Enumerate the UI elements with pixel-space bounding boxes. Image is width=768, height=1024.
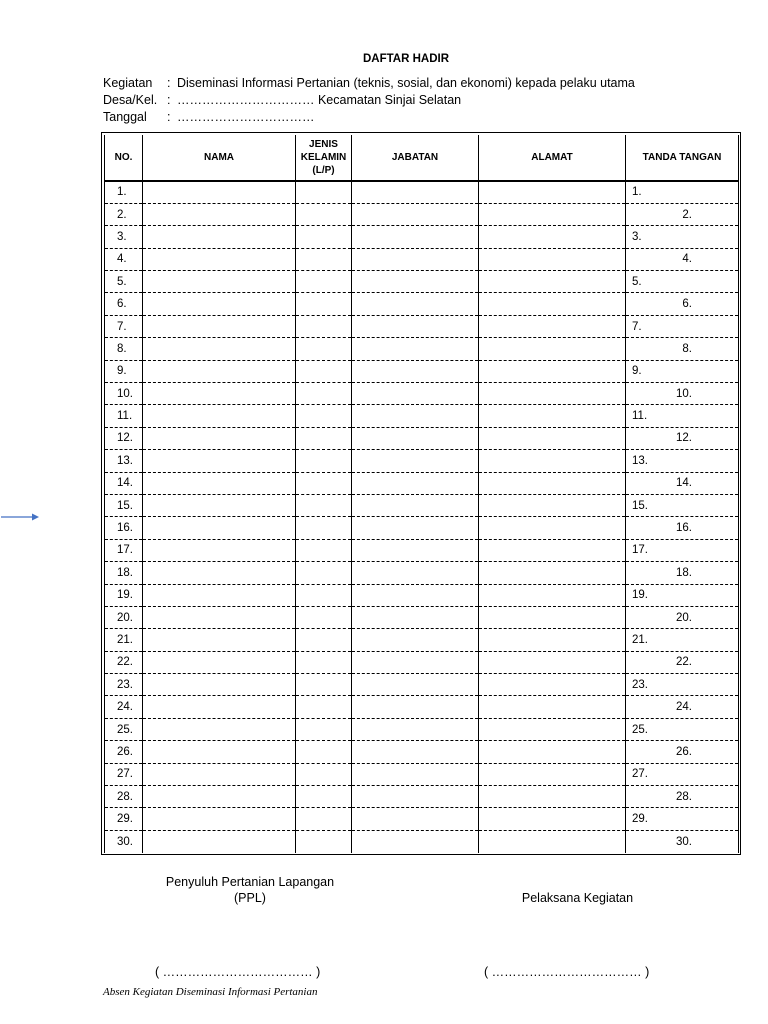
cell-nama (143, 763, 296, 785)
cell-alamat (479, 450, 626, 472)
cell-jenis-kelamin (296, 338, 352, 360)
table-row (105, 360, 739, 382)
cell-nama (143, 517, 296, 539)
desa-label: Desa/Kel. (103, 93, 158, 107)
cell-jenis-kelamin (296, 360, 352, 382)
cell-jabatan (352, 696, 479, 718)
cell-jabatan (352, 629, 479, 651)
cell-no: 2. (105, 203, 143, 225)
cell-nama (143, 830, 296, 852)
cell-jenis-kelamin (296, 741, 352, 763)
table-row (105, 293, 739, 315)
meta-kegiatan (103, 75, 635, 92)
cell-jenis-kelamin (296, 718, 352, 740)
cell-no: 9. (105, 360, 143, 382)
table-row (105, 226, 739, 248)
cell-alamat (479, 338, 626, 360)
header-no: NO. (105, 135, 143, 181)
cell-tanda-tangan: 13. (626, 450, 739, 472)
table-row (105, 271, 739, 293)
cell-jenis-kelamin (296, 293, 352, 315)
table-row (105, 584, 739, 606)
cell-alamat (479, 293, 626, 315)
cell-nama (143, 786, 296, 808)
cell-tanda-tangan: 26. (626, 741, 739, 763)
cell-no: 7. (105, 315, 143, 337)
header-jk-line1: JENIS (309, 139, 338, 150)
cell-jenis-kelamin (296, 786, 352, 808)
cell-no: 27. (105, 763, 143, 785)
pelaksana-signature-block (490, 890, 665, 906)
meta-desa (103, 92, 461, 109)
cell-alamat (479, 696, 626, 718)
cell-no: 24. (105, 696, 143, 718)
cell-nama (143, 248, 296, 270)
cell-jenis-kelamin (296, 405, 352, 427)
cell-nama (143, 472, 296, 494)
table-row (105, 629, 739, 651)
cell-nama (143, 203, 296, 225)
cell-jabatan (352, 786, 479, 808)
cell-jenis-kelamin (296, 584, 352, 606)
table-row (105, 383, 739, 405)
cell-jabatan (352, 830, 479, 852)
cell-alamat (479, 718, 626, 740)
table-header-row (105, 135, 739, 181)
cell-alamat (479, 517, 626, 539)
cell-alamat (479, 584, 626, 606)
cell-nama (143, 226, 296, 248)
table-row (105, 606, 739, 628)
cell-jenis-kelamin (296, 696, 352, 718)
cell-tanda-tangan: 23. (626, 674, 739, 696)
cell-nama (143, 584, 296, 606)
cell-jabatan (352, 763, 479, 785)
cell-tanda-tangan: 19. (626, 584, 739, 606)
cell-alamat (479, 651, 626, 673)
cell-jabatan (352, 427, 479, 449)
table-row (105, 696, 739, 718)
cell-jenis-kelamin (296, 181, 352, 203)
cell-jenis-kelamin (296, 539, 352, 561)
cell-no: 12. (105, 427, 143, 449)
cell-jabatan (352, 472, 479, 494)
cell-alamat (479, 472, 626, 494)
cell-no: 18. (105, 562, 143, 584)
cell-jenis-kelamin (296, 674, 352, 696)
kegiatan-colon: : (167, 76, 171, 90)
cell-jabatan (352, 181, 479, 203)
table-row (105, 472, 739, 494)
cell-tanda-tangan: 8. (626, 338, 739, 360)
table-row (105, 674, 739, 696)
tanggal-value: …………………………… (177, 110, 315, 124)
cell-nama (143, 494, 296, 516)
cell-alamat (479, 741, 626, 763)
cell-tanda-tangan: 10. (626, 383, 739, 405)
header-tanda-tangan: TANDA TANGAN (626, 135, 739, 181)
cell-jabatan (352, 383, 479, 405)
tanggal-colon: : (167, 110, 171, 124)
table-row (105, 494, 739, 516)
cell-no: 1. (105, 181, 143, 203)
footer-caption: Absen Kegiatan Diseminasi Informasi Pertanian (103, 986, 318, 998)
cell-nama (143, 383, 296, 405)
cell-jabatan (352, 718, 479, 740)
cell-jenis-kelamin (296, 808, 352, 830)
ppl-title: Penyuluh Pertanian Lapangan (165, 875, 335, 889)
arrow-right-icon (0, 510, 40, 524)
cell-jabatan (352, 248, 479, 270)
cell-no: 17. (105, 539, 143, 561)
kegiatan-value: Diseminasi Informasi Pertanian (teknis, sosial, dan ekonomi) kepada pelaku utama (177, 76, 635, 90)
cell-jabatan (352, 494, 479, 516)
kegiatan-label: Kegiatan (103, 76, 153, 90)
cell-no: 5. (105, 271, 143, 293)
cell-tanda-tangan: 28. (626, 786, 739, 808)
cell-no: 3. (105, 226, 143, 248)
cell-alamat (479, 786, 626, 808)
cell-alamat (479, 427, 626, 449)
cell-no: 23. (105, 674, 143, 696)
cell-tanda-tangan: 22. (626, 651, 739, 673)
table-row (105, 427, 739, 449)
desa-value: …………………………… Kecamatan Sinjai Selatan (177, 93, 462, 107)
cell-jabatan (352, 293, 479, 315)
cell-no: 14. (105, 472, 143, 494)
cell-jabatan (352, 539, 479, 561)
table-row (105, 315, 739, 337)
table-row (105, 830, 739, 852)
cell-tanda-tangan: 5. (626, 271, 739, 293)
cell-tanda-tangan: 18. (626, 562, 739, 584)
cell-no: 28. (105, 786, 143, 808)
cell-no: 10. (105, 383, 143, 405)
cell-no: 4. (105, 248, 143, 270)
cell-no: 21. (105, 629, 143, 651)
cell-tanda-tangan: 20. (626, 606, 739, 628)
cell-jabatan (352, 651, 479, 673)
table-row (105, 651, 739, 673)
cell-alamat (479, 539, 626, 561)
cell-no: 26. (105, 741, 143, 763)
cell-nama (143, 651, 296, 673)
cell-jenis-kelamin (296, 629, 352, 651)
cell-no: 6. (105, 293, 143, 315)
cell-jenis-kelamin (296, 226, 352, 248)
document-title: DAFTAR HADIR (363, 53, 450, 65)
cell-jabatan (352, 203, 479, 225)
cell-tanda-tangan: 12. (626, 427, 739, 449)
cell-jabatan (352, 405, 479, 427)
cell-jenis-kelamin (296, 315, 352, 337)
header-nama: NAMA (143, 135, 296, 181)
cell-jabatan (352, 584, 479, 606)
cell-alamat (479, 248, 626, 270)
table-row (105, 786, 739, 808)
cell-tanda-tangan: 14. (626, 472, 739, 494)
table-row (105, 741, 739, 763)
cell-jenis-kelamin (296, 562, 352, 584)
header-jabatan: JABATAN (352, 135, 479, 181)
cell-jabatan (352, 562, 479, 584)
cell-no: 8. (105, 338, 143, 360)
cell-jabatan (352, 741, 479, 763)
table-row (105, 718, 739, 740)
cell-no: 22. (105, 651, 143, 673)
cell-tanda-tangan: 17. (626, 539, 739, 561)
pelaksana-signature-line: ( ……………………………… ) (484, 965, 650, 979)
table-row (105, 338, 739, 360)
cell-no: 15. (105, 494, 143, 516)
cell-jenis-kelamin (296, 203, 352, 225)
cell-nama (143, 293, 296, 315)
cell-jenis-kelamin (296, 383, 352, 405)
table-row (105, 763, 739, 785)
cell-tanda-tangan: 6. (626, 293, 739, 315)
cell-alamat (479, 808, 626, 830)
cell-alamat (479, 181, 626, 203)
cell-tanda-tangan: 21. (626, 629, 739, 651)
cell-jenis-kelamin (296, 472, 352, 494)
cell-nama (143, 808, 296, 830)
cell-tanda-tangan: 2. (626, 203, 739, 225)
cell-no: 29. (105, 808, 143, 830)
pelaksana-title: Pelaksana Kegiatan (521, 891, 634, 905)
cell-alamat (479, 494, 626, 516)
table-row (105, 203, 739, 225)
cell-jenis-kelamin (296, 517, 352, 539)
table-row (105, 181, 739, 203)
cell-alamat (479, 315, 626, 337)
cell-tanda-tangan: 29. (626, 808, 739, 830)
cell-jenis-kelamin (296, 494, 352, 516)
table-row (105, 517, 739, 539)
cell-tanda-tangan: 1. (626, 181, 739, 203)
cell-alamat (479, 405, 626, 427)
table-row (105, 562, 739, 584)
cell-tanda-tangan: 16. (626, 517, 739, 539)
cell-alamat (479, 226, 626, 248)
header-jenis-kelamin (296, 135, 352, 181)
cell-jenis-kelamin (296, 606, 352, 628)
cell-nama (143, 629, 296, 651)
cell-alamat (479, 830, 626, 852)
cell-nama (143, 562, 296, 584)
table-row (105, 248, 739, 270)
ppl-signature-block (150, 874, 350, 906)
cell-nama (143, 741, 296, 763)
cell-jabatan (352, 808, 479, 830)
cell-tanda-tangan: 7. (626, 315, 739, 337)
cell-tanda-tangan: 24. (626, 696, 739, 718)
cell-jenis-kelamin (296, 248, 352, 270)
cell-no: 20. (105, 606, 143, 628)
header-jk-line3: (L/P) (312, 165, 335, 176)
cell-alamat (479, 271, 626, 293)
cell-tanda-tangan: 11. (626, 405, 739, 427)
cell-tanda-tangan: 30. (626, 830, 739, 852)
cell-alamat (479, 360, 626, 382)
cell-tanda-tangan: 27. (626, 763, 739, 785)
cell-nama (143, 696, 296, 718)
header-jk-line2: KELAMIN (300, 152, 347, 163)
cell-jenis-kelamin (296, 651, 352, 673)
cell-jabatan (352, 450, 479, 472)
ppl-signature-line: ( ……………………………… ) (155, 965, 321, 979)
attendance-table-frame (101, 132, 741, 855)
cell-jabatan (352, 606, 479, 628)
cell-tanda-tangan: 3. (626, 226, 739, 248)
tanggal-label: Tanggal (103, 110, 147, 124)
cell-nama (143, 360, 296, 382)
cell-nama (143, 315, 296, 337)
cell-nama (143, 606, 296, 628)
table-row (105, 808, 739, 830)
cell-nama (143, 674, 296, 696)
cell-alamat (479, 763, 626, 785)
cell-nama (143, 405, 296, 427)
cell-alamat (479, 562, 626, 584)
cell-jabatan (352, 226, 479, 248)
cell-tanda-tangan: 15. (626, 494, 739, 516)
cell-jenis-kelamin (296, 830, 352, 852)
attendance-table (104, 135, 739, 853)
cell-nama (143, 718, 296, 740)
cell-alamat (479, 629, 626, 651)
cell-nama (143, 427, 296, 449)
cell-no: 30. (105, 830, 143, 852)
cell-alamat (479, 383, 626, 405)
cell-tanda-tangan: 9. (626, 360, 739, 382)
cell-jabatan (352, 271, 479, 293)
cell-no: 11. (105, 405, 143, 427)
cell-jabatan (352, 315, 479, 337)
cell-nama (143, 181, 296, 203)
table-row (105, 450, 739, 472)
cell-jenis-kelamin (296, 271, 352, 293)
cell-nama (143, 539, 296, 561)
cell-no: 19. (105, 584, 143, 606)
table-row (105, 405, 739, 427)
ppl-abbr: (PPL) (234, 891, 266, 905)
cell-jenis-kelamin (296, 427, 352, 449)
cell-jabatan (352, 674, 479, 696)
cell-alamat (479, 606, 626, 628)
desa-colon: : (167, 93, 171, 107)
cell-no: 16. (105, 517, 143, 539)
cell-jenis-kelamin (296, 763, 352, 785)
cell-jenis-kelamin (296, 450, 352, 472)
cell-jabatan (352, 338, 479, 360)
cell-no: 13. (105, 450, 143, 472)
cell-no: 25. (105, 718, 143, 740)
cell-tanda-tangan: 25. (626, 718, 739, 740)
cell-nama (143, 338, 296, 360)
cell-tanda-tangan: 4. (626, 248, 739, 270)
cell-nama (143, 450, 296, 472)
header-alamat: ALAMAT (479, 135, 626, 181)
cell-alamat (479, 674, 626, 696)
meta-tanggal (103, 109, 315, 126)
cell-jabatan (352, 360, 479, 382)
cell-nama (143, 271, 296, 293)
table-row (105, 539, 739, 561)
cell-alamat (479, 203, 626, 225)
cell-jabatan (352, 517, 479, 539)
